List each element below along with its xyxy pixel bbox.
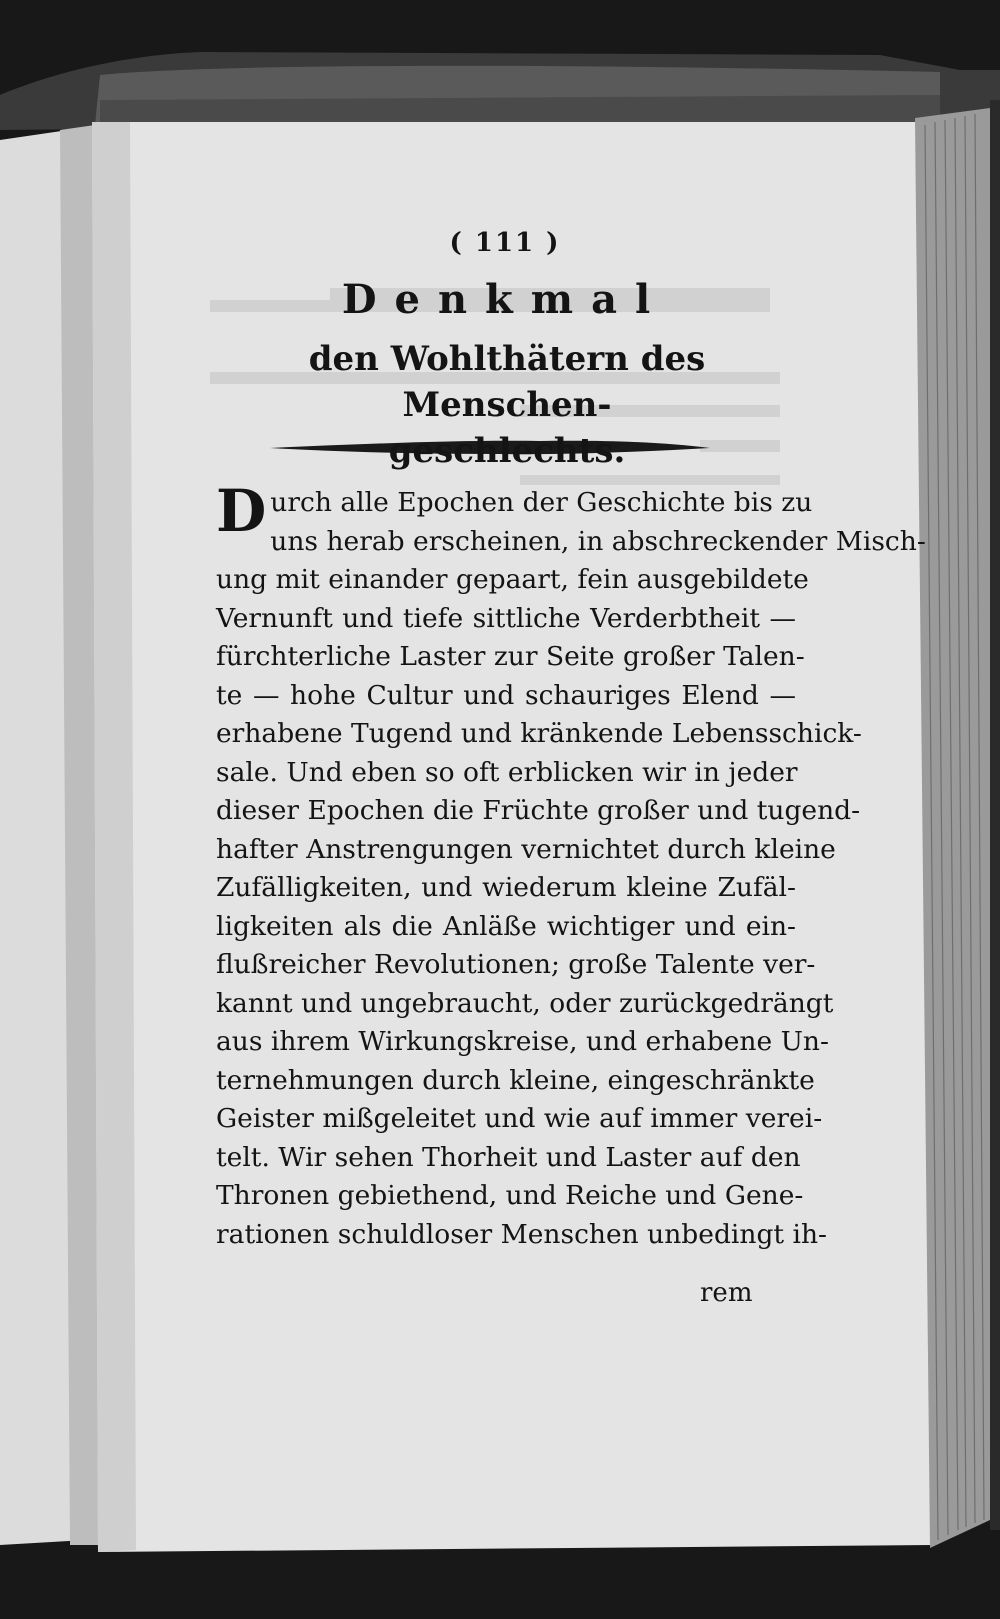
text-line: Geister mißgeleitet und wie auf immer verei- [216,1103,823,1134]
text-line: Vernunft und tiefe sittliche Verderbtheit — [216,602,796,634]
text-line: dieser Epochen die Früchte großer und tugend- [216,795,861,826]
drop-cap: D [216,477,267,545]
text-line: fürchterliche Laster zur Seite großer Talen- [216,641,805,672]
text-line: flußreicher Revolutionen; große Talente ver- [216,949,816,980]
text-line: urch alle Epochen der Geschichte bis zu [270,487,813,518]
subtitle-line-2: geschlechts. [388,431,626,471]
catchword: rem [700,1278,753,1308]
text-line: Thronen gebiethend, und Reiche und Gene- [216,1180,804,1211]
text-line: kannt und ungebraucht, oder zurückgedrängt [216,987,834,1019]
text-line: ternehmungen durch kleine, eingeschränkte [216,1064,815,1096]
text-line: ung mit einander gepaart, fein ausgebildete [216,564,809,595]
page-title: Denkmal [341,276,669,323]
text-line: Zufälligkeiten, und wiederum kleine Zufäl- [216,872,796,903]
page-number: ( 111 ) [449,228,561,258]
text-line: erhabene Tugend und kränkende Lebensschick- [216,718,862,749]
body-paragraph [216,477,926,1254]
subtitle-line-1: den Wohlthätern des Menschen- [308,339,706,425]
page-subtitle [212,336,802,474]
text-line: te — hohe Cultur und schauriges Elend — [216,679,796,711]
text-line: uns herab erscheinen, in abschreckender Misch- [270,525,926,557]
text-line: ligkeiten als die Anläße wichtiger und ein- [216,910,796,942]
text-line: sale. Und eben so oft erblicken wir in jeder [216,756,798,788]
text-line: rationen schuldloser Menschen unbedingt ih- [216,1218,827,1250]
text-line: hafter Anstrengungen vernichtet durch kleine [216,833,836,865]
text-line: aus ihrem Wirkungskreise, und erhabene Un- [216,1026,829,1057]
text-line: telt. Wir sehen Thorheit und Laster auf den [216,1141,801,1173]
